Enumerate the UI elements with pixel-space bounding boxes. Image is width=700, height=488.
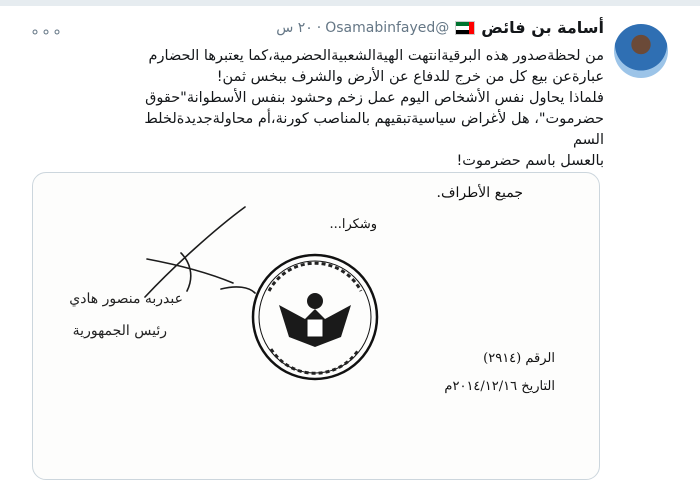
avatar[interactable]	[614, 24, 668, 78]
presidential-seal	[249, 251, 381, 383]
tweet-text-line: فلماذا يحاول نفس الأشخاص اليوم عمل زخم وحشود بنفس الأسطوانة"حقوق	[145, 90, 604, 106]
handwritten-signature	[129, 201, 259, 301]
tweet-header	[276, 18, 604, 37]
document-signer: عبدربه منصور هادي	[69, 291, 183, 307]
uae-flag-icon	[455, 21, 475, 35]
document-date: التاريخ ٢٠١٤/١٢/١٦م	[444, 379, 555, 394]
document-thanks: وشكرا...	[329, 217, 377, 232]
document-parties: جميع الأطراف.	[436, 185, 523, 201]
timestamp[interactable]: ٢٠ س	[276, 19, 313, 36]
tweet-text-line: حضرموت"، هل لأغراض سياسيةتبقيهم بالمناصب كورنة،أم محاولةجديدةلخلط السم	[144, 111, 604, 148]
tweet-card[interactable]	[0, 6, 700, 488]
document-signer-title: رئيس الجمهورية	[72, 323, 167, 339]
separator: ·	[316, 19, 322, 36]
tweet-text-line: من لحظةصدور هذه البرقيةانتهت الهيةالشعبيةالحضرمية،كما يعتبرها الحضارم	[148, 48, 604, 64]
more-options-icon[interactable]: ∘∘∘	[30, 22, 64, 41]
media-image[interactable]	[32, 172, 600, 480]
tweet-text	[114, 46, 604, 172]
user-handle[interactable]: @Osamabinfayed	[325, 19, 450, 36]
document-number: الرقم (٢٩١٤)	[483, 351, 555, 366]
tweet-text-line: عبارةعن بيع كل من خرج للدفاع عن الأرض والشرف ببخس ثمن!	[216, 69, 604, 85]
display-name[interactable]: أسامة بن فائض	[481, 18, 604, 37]
tweet-text-line: بالعسل باسم حضرموت!	[456, 153, 604, 169]
